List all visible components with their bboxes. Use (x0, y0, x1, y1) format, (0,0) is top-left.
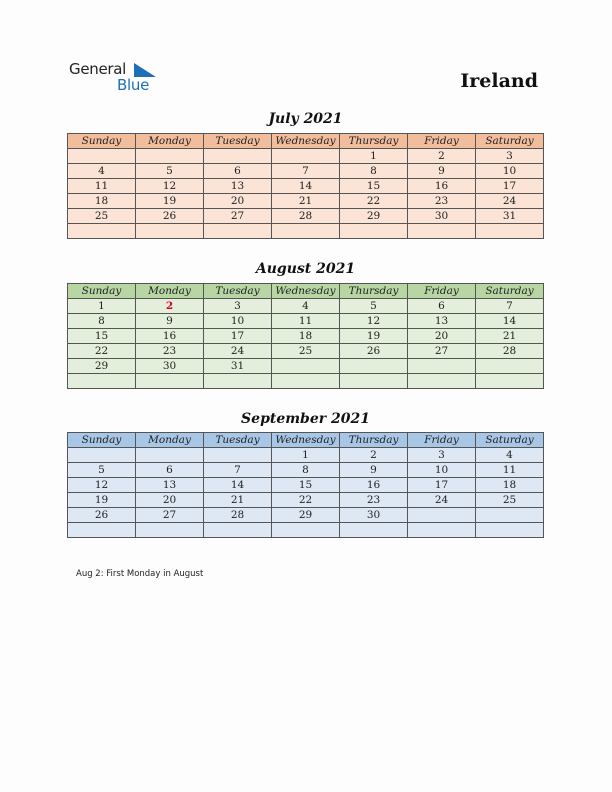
empty-day-cell (68, 523, 136, 538)
day-cell: 3 (476, 149, 544, 164)
day-cell: 2 (136, 299, 204, 314)
empty-day-cell (476, 359, 544, 374)
weekday-header: Saturday (476, 284, 544, 299)
weekday-header: Tuesday (204, 433, 272, 448)
day-cell: 20 (204, 194, 272, 209)
week-row (68, 179, 544, 194)
day-cell: 18 (476, 478, 544, 493)
day-cell: 7 (272, 164, 340, 179)
day-cell: 13 (408, 314, 476, 329)
day-cell: 31 (476, 209, 544, 224)
weekday-header: Monday (136, 433, 204, 448)
day-cell: 5 (136, 164, 204, 179)
week-row (68, 224, 544, 239)
weekday-header: Wednesday (272, 433, 340, 448)
logo-text-general: General (69, 60, 127, 78)
empty-day-cell (476, 224, 544, 239)
week-row (68, 314, 544, 329)
week-row (68, 478, 544, 493)
empty-day-cell (204, 149, 272, 164)
logo-triangle-icon (134, 63, 156, 77)
empty-day-cell (476, 523, 544, 538)
day-cell: 8 (68, 314, 136, 329)
day-cell: 29 (68, 359, 136, 374)
week-row (68, 359, 544, 374)
weekday-header: Sunday (68, 433, 136, 448)
day-cell: 24 (408, 493, 476, 508)
country-title: Ireland (460, 70, 538, 92)
day-cell: 6 (204, 164, 272, 179)
day-cell: 15 (68, 329, 136, 344)
empty-day-cell (136, 224, 204, 239)
day-cell: 6 (136, 463, 204, 478)
weekday-header: Tuesday (204, 284, 272, 299)
day-cell: 12 (136, 179, 204, 194)
weekday-header: Thursday (340, 134, 408, 149)
day-cell: 26 (136, 209, 204, 224)
logo-text-blue: Blue (117, 76, 149, 94)
weekday-header: Saturday (476, 433, 544, 448)
week-row (68, 299, 544, 314)
week-row (68, 149, 544, 164)
empty-day-cell (136, 448, 204, 463)
day-cell: 11 (476, 463, 544, 478)
week-row (68, 374, 544, 389)
week-row (68, 508, 544, 523)
empty-day-cell (408, 224, 476, 239)
week-row (68, 194, 544, 209)
weekday-header-row (68, 134, 544, 149)
day-cell: 17 (204, 329, 272, 344)
empty-day-cell (68, 224, 136, 239)
day-cell: 25 (476, 493, 544, 508)
day-cell: 27 (408, 344, 476, 359)
day-cell: 21 (204, 493, 272, 508)
day-cell: 11 (272, 314, 340, 329)
day-cell: 30 (340, 508, 408, 523)
week-row (68, 209, 544, 224)
day-cell: 17 (408, 478, 476, 493)
day-cell: 24 (476, 194, 544, 209)
week-row (68, 329, 544, 344)
day-cell: 14 (272, 179, 340, 194)
week-row (68, 493, 544, 508)
month-calendar-table (67, 133, 544, 239)
day-cell: 1 (272, 448, 340, 463)
day-cell: 9 (136, 314, 204, 329)
day-cell: 6 (408, 299, 476, 314)
weekday-header-row (68, 433, 544, 448)
day-cell: 7 (204, 463, 272, 478)
day-cell: 8 (340, 164, 408, 179)
weekday-header: Wednesday (272, 284, 340, 299)
empty-day-cell (204, 523, 272, 538)
weekday-header: Sunday (68, 134, 136, 149)
empty-day-cell (68, 374, 136, 389)
day-cell: 25 (272, 344, 340, 359)
empty-day-cell (340, 374, 408, 389)
weekday-header: Monday (136, 284, 204, 299)
day-cell: 9 (408, 164, 476, 179)
weekday-header: Sunday (68, 284, 136, 299)
day-cell: 15 (272, 478, 340, 493)
empty-day-cell (68, 149, 136, 164)
empty-day-cell (272, 374, 340, 389)
empty-day-cell (408, 374, 476, 389)
day-cell: 19 (136, 194, 204, 209)
month-title: August 2021 (255, 261, 356, 277)
day-cell: 19 (340, 329, 408, 344)
day-cell: 21 (476, 329, 544, 344)
day-cell: 22 (272, 493, 340, 508)
weekday-header: Tuesday (204, 134, 272, 149)
day-cell: 7 (476, 299, 544, 314)
empty-day-cell (408, 359, 476, 374)
day-cell: 15 (340, 179, 408, 194)
weekday-header: Thursday (340, 433, 408, 448)
day-cell: 27 (204, 209, 272, 224)
day-cell: 12 (68, 478, 136, 493)
weekday-header-row (68, 284, 544, 299)
weekday-header: Thursday (340, 284, 408, 299)
empty-day-cell (136, 149, 204, 164)
empty-day-cell (476, 374, 544, 389)
day-cell: 19 (68, 493, 136, 508)
weekday-header: Wednesday (272, 134, 340, 149)
day-cell: 18 (68, 194, 136, 209)
day-cell: 4 (272, 299, 340, 314)
day-cell: 14 (204, 478, 272, 493)
week-row (68, 164, 544, 179)
day-cell: 5 (68, 463, 136, 478)
month-calendar-table (67, 283, 544, 389)
day-cell: 13 (136, 478, 204, 493)
empty-day-cell (204, 448, 272, 463)
day-cell: 2 (408, 149, 476, 164)
day-cell: 23 (136, 344, 204, 359)
empty-day-cell (408, 523, 476, 538)
empty-day-cell (408, 508, 476, 523)
empty-day-cell (204, 374, 272, 389)
day-cell: 16 (340, 478, 408, 493)
day-cell: 12 (340, 314, 408, 329)
day-cell: 30 (136, 359, 204, 374)
day-cell: 31 (204, 359, 272, 374)
weekday-header: Monday (136, 134, 204, 149)
day-cell: 10 (408, 463, 476, 478)
day-cell: 10 (476, 164, 544, 179)
generalblue-logo (69, 60, 179, 100)
week-row (68, 463, 544, 478)
day-cell: 3 (204, 299, 272, 314)
empty-day-cell (340, 359, 408, 374)
day-cell: 20 (136, 493, 204, 508)
day-cell: 5 (340, 299, 408, 314)
day-cell: 1 (340, 149, 408, 164)
day-cell: 20 (408, 329, 476, 344)
day-cell: 28 (272, 209, 340, 224)
empty-day-cell (272, 523, 340, 538)
empty-day-cell (272, 359, 340, 374)
day-cell: 1 (68, 299, 136, 314)
day-cell: 16 (136, 329, 204, 344)
day-cell: 25 (68, 209, 136, 224)
empty-day-cell (340, 523, 408, 538)
month-title: September 2021 (241, 411, 370, 427)
day-cell: 4 (476, 448, 544, 463)
empty-day-cell (340, 224, 408, 239)
day-cell: 27 (136, 508, 204, 523)
week-row (68, 448, 544, 463)
day-cell: 3 (408, 448, 476, 463)
empty-day-cell (136, 523, 204, 538)
empty-day-cell (68, 448, 136, 463)
month-calendar-table (67, 432, 544, 538)
empty-day-cell (272, 224, 340, 239)
day-cell: 4 (68, 164, 136, 179)
day-cell: 26 (68, 508, 136, 523)
weekday-header: Friday (408, 433, 476, 448)
day-cell: 23 (340, 493, 408, 508)
day-cell: 22 (340, 194, 408, 209)
day-cell: 29 (272, 508, 340, 523)
day-cell: 2 (340, 448, 408, 463)
day-cell: 13 (204, 179, 272, 194)
empty-day-cell (272, 149, 340, 164)
day-cell: 22 (68, 344, 136, 359)
day-cell: 26 (340, 344, 408, 359)
day-cell: 14 (476, 314, 544, 329)
holiday-footnote: Aug 2: First Monday in August (76, 569, 204, 579)
month-title: July 2021 (268, 111, 343, 127)
day-cell: 24 (204, 344, 272, 359)
weekday-header: Saturday (476, 134, 544, 149)
week-row (68, 523, 544, 538)
day-cell: 9 (340, 463, 408, 478)
day-cell: 23 (408, 194, 476, 209)
day-cell: 10 (204, 314, 272, 329)
weekday-header: Friday (408, 284, 476, 299)
day-cell: 17 (476, 179, 544, 194)
day-cell: 8 (272, 463, 340, 478)
day-cell: 18 (272, 329, 340, 344)
empty-day-cell (476, 508, 544, 523)
empty-day-cell (136, 374, 204, 389)
day-cell: 30 (408, 209, 476, 224)
weekday-header: Friday (408, 134, 476, 149)
day-cell: 21 (272, 194, 340, 209)
week-row (68, 344, 544, 359)
empty-day-cell (204, 224, 272, 239)
day-cell: 11 (68, 179, 136, 194)
day-cell: 28 (204, 508, 272, 523)
day-cell: 28 (476, 344, 544, 359)
day-cell: 16 (408, 179, 476, 194)
day-cell: 29 (340, 209, 408, 224)
